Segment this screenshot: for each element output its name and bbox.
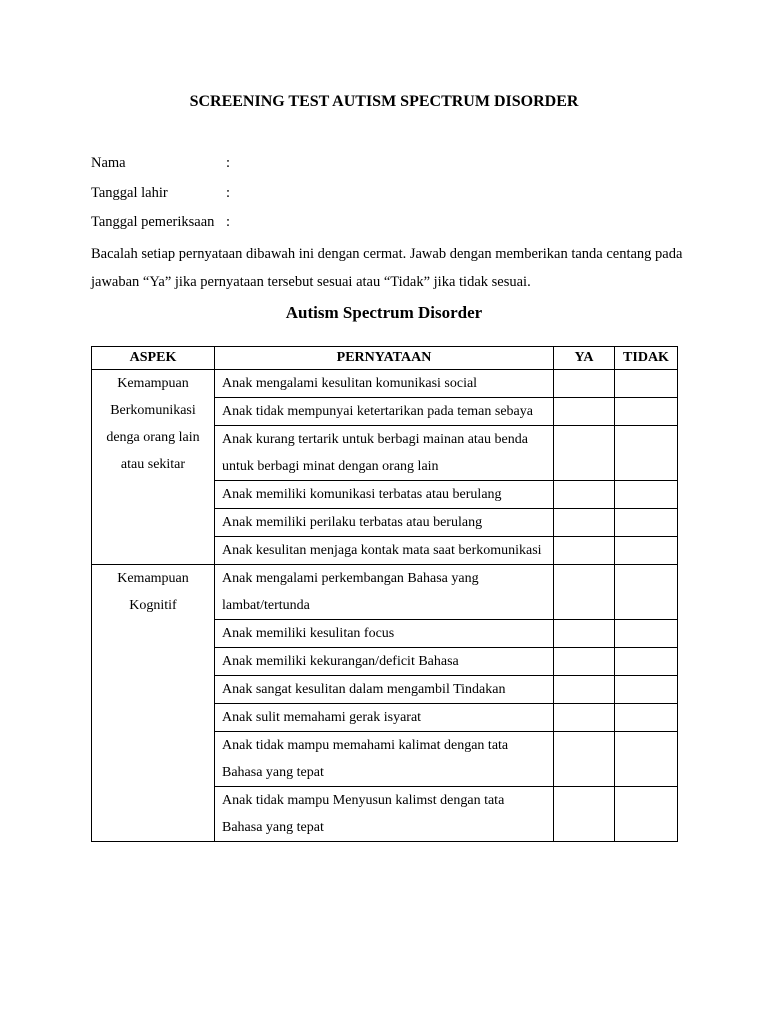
table-title: Autism Spectrum Disorder <box>285 303 483 322</box>
check-cell-ya[interactable] <box>554 537 615 565</box>
header-tidak: TIDAK <box>615 347 678 370</box>
field-colon: : <box>226 185 231 201</box>
statement-cell: Anak memiliki komunikasi terbatas atau berulang <box>215 481 554 509</box>
aspect-cell: Kemampuan Kognitif <box>92 565 215 842</box>
check-cell-tidak[interactable] <box>615 481 678 509</box>
field-row-tanggal-pemeriksaan <box>91 214 230 231</box>
statement-cell: Anak tidak mampu Menyusun kalimst dengan tata Bahasa yang tepat <box>215 787 554 842</box>
check-cell-ya[interactable] <box>554 370 615 398</box>
check-cell-ya[interactable] <box>554 481 615 509</box>
check-cell-ya[interactable] <box>554 676 615 704</box>
check-cell-ya[interactable] <box>554 398 615 426</box>
instructions: Bacalah setiap pernyataan dibawah ini dengan cermat. Jawab dengan memberikan tanda centang pada jawaban “Ya” jika pernyataan tersebut sesuai atau “Tidak” jika tidak sesuai. <box>91 246 683 290</box>
header-pernyataan: PERNYATAAN <box>215 347 554 370</box>
check-cell-tidak[interactable] <box>615 648 678 676</box>
statement-cell: Anak mengalami kesulitan komunikasi social <box>215 370 554 398</box>
check-cell-tidak[interactable] <box>615 704 678 732</box>
statement-cell: Anak kurang tertarik untuk berbagi mainan atau benda untuk berbagi minat dengan orang lain <box>215 426 554 481</box>
check-cell-ya[interactable] <box>554 704 615 732</box>
check-cell-tidak[interactable] <box>615 398 678 426</box>
statement-cell: Anak memiliki kekurangan/deficit Bahasa <box>215 648 554 676</box>
field-colon: : <box>226 214 231 230</box>
field-row-tanggal-lahir <box>91 185 230 202</box>
statement-cell: Anak memiliki kesulitan focus <box>215 620 554 648</box>
check-cell-tidak[interactable] <box>615 676 678 704</box>
field-colon: : <box>226 155 231 171</box>
check-cell-ya[interactable] <box>554 426 615 481</box>
statement-cell: Anak sangat kesulitan dalam mengambil Tindakan <box>215 676 554 704</box>
field-label: Tanggal lahir <box>91 185 168 201</box>
header-aspek: ASPEK <box>92 347 215 370</box>
statement-cell: Anak tidak mempunyai ketertarikan pada teman sebaya <box>215 398 554 426</box>
statement-cell: Anak mengalami perkembangan Bahasa yang lambat/tertunda <box>215 565 554 620</box>
check-cell-tidak[interactable] <box>615 426 678 481</box>
field-label: Nama <box>91 155 126 171</box>
check-cell-ya[interactable] <box>554 648 615 676</box>
check-cell-ya[interactable] <box>554 565 615 620</box>
table-row <box>92 370 678 398</box>
check-cell-ya[interactable] <box>554 620 615 648</box>
statement-cell: Anak memiliki perilaku terbatas atau berulang <box>215 509 554 537</box>
check-cell-tidak[interactable] <box>615 787 678 842</box>
check-cell-tidak[interactable] <box>615 509 678 537</box>
check-cell-ya[interactable] <box>554 509 615 537</box>
aspect-cell: Kemampuan Berkomunikasi denga orang lain atau sekitar <box>92 370 215 565</box>
table-body <box>92 370 678 842</box>
check-cell-tidak[interactable] <box>615 370 678 398</box>
check-cell-tidak[interactable] <box>615 565 678 620</box>
statement-cell: Anak kesulitan menjaga kontak mata saat berkomunikasi <box>215 537 554 565</box>
table-header-row <box>92 347 678 370</box>
check-cell-ya[interactable] <box>554 787 615 842</box>
check-cell-tidak[interactable] <box>615 537 678 565</box>
table-row <box>92 565 678 620</box>
field-row-nama <box>91 155 230 172</box>
check-cell-tidak[interactable] <box>615 620 678 648</box>
check-cell-tidak[interactable] <box>615 732 678 787</box>
screening-table <box>91 346 678 842</box>
field-label: Tanggal pemeriksaan <box>91 214 215 230</box>
check-cell-ya[interactable] <box>554 732 615 787</box>
statement-cell: Anak tidak mampu memahami kalimat dengan tata Bahasa yang tepat <box>215 732 554 787</box>
statement-cell: Anak sulit memahami gerak isyarat <box>215 704 554 732</box>
header-ya: YA <box>554 347 615 370</box>
page-title: SCREENING TEST AUTISM SPECTRUM DISORDER <box>189 93 579 110</box>
